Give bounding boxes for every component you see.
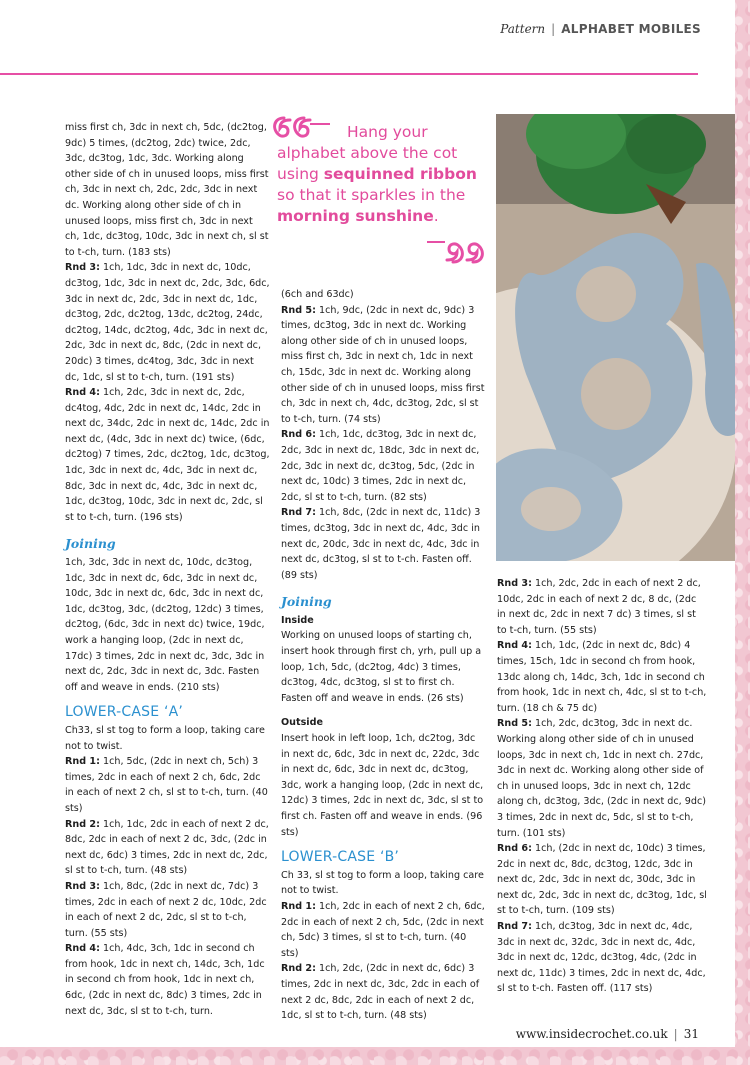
text-column-1 [65, 120, 270, 1019]
rnd-label: Rnd 1: [281, 900, 316, 912]
col3-rnd3 [497, 576, 707, 638]
lower-b-intro: Ch 33, sl st tog to form a loop, taking care not to twist. [281, 869, 484, 897]
page-number: 31 [683, 1027, 699, 1041]
quote-highlight-2: morning sunshine [277, 207, 434, 225]
col1-a-rnd2 [65, 817, 270, 879]
rnd-text: 1ch, 4dc, 3ch, 1dc in second ch from hook, 1dc in next ch, 14dc, 3ch, 1dc in second ch from hook, 1dc in next ch, 6dc, (2dc in next dc, 8dc) 3 times, 2dc in next dc, 3dc, sl st to t-ch, turn. [65, 943, 265, 1017]
quote-part-2: so that it sparkles in the [277, 186, 466, 204]
rnd-text: 1ch, 5dc, (2dc in next ch, 5ch) 3 times, 2dc in each of next 2 ch, 6dc, 2dc in each of next 2 ch, sl st to t-ch, turn. (40 sts) [65, 756, 268, 814]
rnd-text: 1ch, 1dc, 3dc in next dc, 10dc, dc3tog, 1dc, 3dc in next dc, 2dc, 3dc, 6dc, 3dc in next dc, 2dc, 3dc in next dc, 1dc, dc3tog, 2dc, dc2tog, 13dc, dc2tog, 24dc, dc2tog, 14dc, dc2tog, 4dc, 3dc in next dc, 2dc, 3dc in next dc, 8dc, (2dc in next dc, 20dc) 3 times, dc4tog, 3dc, 3dc in next dc, 1dc, sl st to t-ch, turn. (191 sts) [65, 262, 270, 383]
col3-rnd7 [497, 919, 707, 997]
rnd-text: 1ch, 9dc, (2dc in next dc, 9dc) 3 times, dc3tog, 3dc in next dc. Working along other side of ch in unused loops, miss first ch, 3dc in next ch, 1dc in next ch, 15dc, 3dc in next dc. Working along other side of ch in unused loops, miss first ch, 3dc in next ch, 4dc, dc3tog, 2dc, sl st to t-ch, turn. (74 sts) [281, 304, 485, 425]
rnd-label: Rnd 2: [281, 963, 316, 975]
col2-rnd7 [281, 505, 486, 583]
outside-text: Insert hook in left loop, 1ch, dc2tog, 3dc in next dc, 6dc, 3dc in next dc, 22dc, 3dc in next dc, 6dc, 3dc in next dc, dc3tog, 3dc, work a hanging loop, (2dc in next dc, 12dc) 3 times, 2dc in next dc, 3dc, sl st to first ch. Fasten off and weave in ends. (96 sts) [281, 733, 484, 838]
header-rule [0, 73, 698, 75]
joining-heading: Joining [65, 536, 116, 552]
inside-text: Working on unused loops of starting ch, insert hook through first ch, yrh, pull up a loop, 1ch, 5dc, (dc2tog, 4dc) 3 times, dc3tog, 4dc, dc3tog, sl st to first ch. Fasten off and weave in ends. (26 sts) [281, 630, 482, 704]
page-header [500, 22, 701, 36]
rnd-text: 1ch, 2dc, 3dc in next dc, 2dc, dc4tog, 4dc, 2dc in next dc, 14dc, 2dc in next dc, 34dc, 2dc in next dc, 14dc, 2dc in next dc, (4dc, 3dc in next dc) twice, (6dc, dc2tog) 7 times, 2dc, dc2tog, 1dc, dc3tog, 1dc, 3dc in next dc, 4dc, 3dc in next dc, 8dc, 3dc in next dc, 4dc, 3dc in next dc, 1dc, dc3tog, 10dc, 3dc in next dc, 2dc, sl st to t-ch, turn. (196 sts) [65, 387, 270, 523]
text-column-2 [281, 287, 486, 1024]
rnd-label: Rnd 6: [497, 843, 532, 855]
text-column-3 [497, 576, 707, 997]
rnd-text: 1ch, 1dc, dc3tog, 3dc in next dc, 2dc, 3dc in next dc, 18dc, 3dc in next dc, 2dc, 3dc in next dc, dc3tog, 5dc, (2dc in next dc, 10dc) 3 times, 2dc in next dc, 2dc, sl st to t-ch, turn. (82 sts) [281, 429, 480, 503]
rnd-label: Rnd 5: [497, 718, 532, 730]
crochet-letters-photo [496, 114, 735, 561]
rnd-label: Rnd 3: [65, 262, 100, 274]
rnd-text: 1ch, 2dc in each of next 2 ch, 6dc, 2dc in each of next 2 ch, 5dc, (2dc in next ch, 5dc) 3 times, sl st to t-ch, turn. (40 sts) [281, 900, 485, 959]
header-separator: | [551, 22, 556, 36]
inside-label: Inside [281, 614, 314, 626]
col1-a-rnd3 [65, 879, 270, 941]
rnd-text: 1ch, 2dc, (2dc in next dc, 6dc) 3 times, 2dc in next dc, 3dc, 2dc in each of next 2 dc, 8dc, 2dc in each of next 2 dc, 1dc, sl st to t-ch, turn. (48 sts) [281, 963, 480, 1022]
rnd-label: Rnd 4: [65, 943, 100, 955]
footer-url: www.insidecrochet.co.uk [515, 1027, 668, 1041]
col2-intro: (6ch and 63dc) [281, 289, 354, 300]
quote-part-1: alphabet above the cot using [277, 144, 458, 183]
rnd-label: Rnd 5: [281, 304, 316, 316]
spacer [281, 706, 486, 715]
col1-a-rnd1 [65, 754, 270, 816]
header-pattern-label: Pattern [500, 22, 546, 36]
rnd-label: Rnd 3: [497, 578, 532, 589]
rnd-text: 1ch, 1dc, (2dc in next dc, 8dc) 4 times, 15ch, 1dc in second ch from hook, 13dc along ch, 14dc, 3ch, 1dc in second ch from hook, 1dc in next ch, 4dc, sl st to t-ch, turn. (18 ch & 75 dc) [497, 640, 707, 714]
joining-heading: Joining [281, 594, 332, 610]
lower-a-intro: Ch33, sl st tog to form a loop, taking care not to twist. [65, 724, 265, 752]
quote-end: . [433, 207, 439, 225]
footer-separator: | [673, 1027, 678, 1041]
rnd-text: 1ch, (2dc in next dc, 10dc) 3 times, 2dc in next dc, 8dc, dc3tog, 12dc, 3dc in next dc, 2dc, 3dc in next dc, 30dc, 3dc in next dc, 2dc, 3dc in next dc, dc3tog, 1dc, sl st to t-ch, turn. (109 sts) [497, 843, 707, 917]
rnd-label: Rnd 2: [65, 818, 100, 830]
rnd-label: Rnd 3: [65, 880, 100, 892]
rnd-label: Rnd 7: [497, 921, 532, 933]
col1-joining: 1ch, 3dc, 3dc in next dc, 10dc, dc3tog, 1dc, 3dc in next dc, 6dc, 3dc in next dc, 10dc, 3dc in next dc, 6dc, 3dc in next dc, 1dc, dc3tog, 3dc, (dc2tog, 12dc) 3 times, dc2tog, (6dc, 3dc in next dc) twice, 19dc, work a hanging loop, (2dc in next dc, 17dc) 3 times, 2dc in next dc, 3dc, 3dc in next dc, 2dc, 3dc in next dc, 3dc. Fasten off and weave in ends. (210 sts) [65, 557, 265, 693]
rnd-label: Rnd 6: [281, 429, 316, 441]
rnd-label: Rnd 4: [497, 640, 532, 652]
col2-rnd6 [281, 427, 486, 505]
col2-b-rnd2 [281, 961, 486, 1023]
col1-rnd4 [65, 385, 270, 525]
col1-intro: miss first ch, 3dc in next ch, 5dc, (dc2tog, 9dc) 5 times, (dc2tog, 2dc) twice, 2dc, 3dc, dc3tog, 1dc, 3dc. Working along other side of ch in unused loops, miss first ch, 3dc in next ch, 2dc, 2dc, 3dc in next dc. Working along other side of ch in unused loops, miss first ch, 3dc in next ch, 1dc, dc3tog, 10dc, 3dc in next ch, sl st to t-ch, turn. (183 sts) [65, 122, 269, 258]
rnd-text: 1ch, 2dc, dc3tog, 3dc in next dc. Working along other side of ch in unused loops, 3dc in next ch, 1dc in next ch. 27dc, 3dc in next dc. Working along other side of ch in unused loops, 3dc in next ch, 12dc along ch, dc3tog, 3dc, (2dc in next dc, 9dc) 3 times, 2dc in next dc, 5dc, sl st to t-ch, turn. (101 sts) [497, 718, 706, 839]
lower-case-b-heading: LOWER-CASE ‘B’ [281, 849, 400, 866]
col1-a-rnd4 [65, 941, 270, 1019]
col3-rnd4 [497, 638, 707, 716]
rnd-label: Rnd 4: [65, 387, 100, 399]
rnd-text: 1ch, 8dc, (2dc in next dc, 7dc) 3 times, 2dc in each of next 2 dc, 10dc, 2dc in each of next 2 dc, 2dc, sl st to t-ch, turn. (55 sts) [65, 880, 267, 939]
rnd-text: 1ch, 2dc, 2dc in each of next 2 dc, 10dc, 2dc in each of next 2 dc, 8 dc, (2dc in next dc, 2dc in next 7 dc) 3 times, sl st to t-ch, turn. (55 sts) [497, 578, 701, 636]
rnd-text: 1ch, 8dc, (2dc in next dc, 11dc) 3 times, dc3tog, 3dc in next dc, 4dc, 3dc in next dc, 20dc, 3dc in next dc, 4dc, 3dc in next dc, dc3tog, sl st to t-ch. Fasten off. (89 sts) [281, 507, 481, 581]
rnd-label: Rnd 7: [281, 507, 316, 519]
page-footer [516, 1027, 699, 1041]
lower-case-a-heading: LOWER-CASE ‘A’ [65, 704, 184, 721]
rnd-text: 1ch, dc3tog, 3dc in next dc, 4dc, 3dc in next dc, 32dc, 3dc in next dc, 4dc, 3dc in next dc, 12dc, dc3tog, 4dc, (2dc in next dc, 11dc) 3 times, 2dc in next dc, 4dc, sl st to t-ch. Fasten off. (117 sts) [497, 921, 706, 995]
col2-rnd5 [281, 303, 486, 428]
pull-quote-text [277, 122, 487, 227]
pull-quote [270, 114, 495, 274]
quote-highlight-1: sequinned ribbon [323, 165, 477, 183]
col3-rnd5 [497, 716, 707, 841]
outside-label: Outside [281, 717, 323, 729]
col2-b-rnd1 [281, 899, 486, 961]
rnd-text: 1ch, 1dc, 2dc in each of next 2 dc, 8dc, 2dc in each of next 2 dc, 3dc, (2dc in next dc, 6dc) 3 times, 2dc in next dc, 2dc, sl st to t-ch, turn. (48 sts) [65, 818, 269, 877]
rnd-label: Rnd 1: [65, 756, 100, 768]
header-section-title: ALPHABET MOBILES [561, 22, 701, 36]
quote-line-1: Hang your [347, 123, 428, 141]
col1-rnd3 [65, 260, 270, 385]
close-quote-icon [425, 232, 487, 272]
col3-rnd6 [497, 841, 707, 919]
photo-illustration [496, 114, 735, 561]
